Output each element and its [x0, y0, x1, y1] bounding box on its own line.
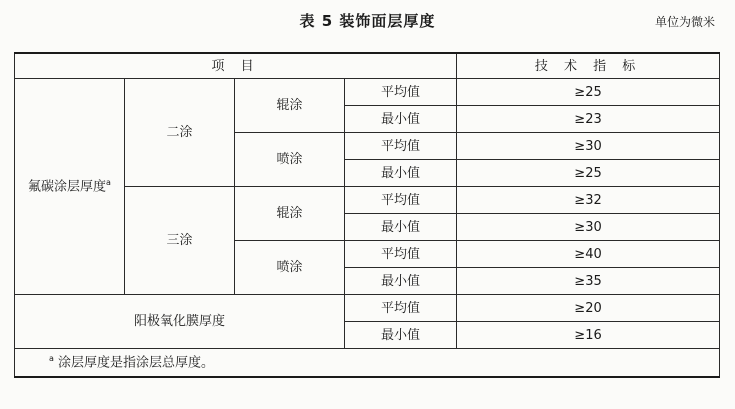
min-label: 最小值: [345, 160, 457, 187]
footnote-marker: a: [49, 354, 54, 364]
value-cell: ≥16: [457, 322, 720, 349]
avg-label: 平均值: [345, 79, 457, 106]
three-coat-spray-label: 喷涂: [235, 241, 345, 295]
min-label: 最小值: [345, 322, 457, 349]
value-cell: ≥23: [457, 106, 720, 133]
two-coat-label: 二涂: [125, 79, 235, 187]
value-cell: ≥25: [457, 79, 720, 106]
avg-label: 平均值: [345, 295, 457, 322]
avg-label: 平均值: [345, 187, 457, 214]
min-label: 最小值: [345, 214, 457, 241]
three-coat-label: 三涂: [125, 187, 235, 295]
value-cell: ≥32: [457, 187, 720, 214]
three-coat-roll-label: 辊涂: [235, 187, 345, 241]
footnote-mark: a: [106, 178, 111, 188]
footnote-text: 涂层厚度是指涂层总厚度。: [58, 355, 215, 371]
coating-thickness-table: [14, 52, 720, 378]
value-cell: ≥30: [457, 214, 720, 241]
avg-label: 平均值: [345, 133, 457, 160]
footnote-row: [15, 349, 720, 378]
value-cell: ≥30: [457, 133, 720, 160]
value-cell: ≥20: [457, 295, 720, 322]
min-label: 最小值: [345, 268, 457, 295]
two-coat-roll-label: 辊涂: [235, 79, 345, 133]
anodic-label: 阳极氧化膜厚度: [15, 295, 345, 349]
avg-label: 平均值: [345, 241, 457, 268]
value-cell: ≥40: [457, 241, 720, 268]
header-spec: 技 术 指 标: [457, 53, 720, 79]
two-coat-spray-label: 喷涂: [235, 133, 345, 187]
fluorocarbon-label-cell: [15, 79, 125, 295]
unit-note: 单位为微米: [654, 15, 715, 29]
header-item: 项 目: [15, 53, 457, 79]
fluorocarbon-label: 氟碳涂层厚度: [28, 179, 107, 195]
value-cell: ≥35: [457, 268, 720, 295]
table-title: 表 5 装饰面层厚度: [299, 12, 436, 30]
min-label: 最小值: [345, 106, 457, 133]
value-cell: ≥25: [457, 160, 720, 187]
